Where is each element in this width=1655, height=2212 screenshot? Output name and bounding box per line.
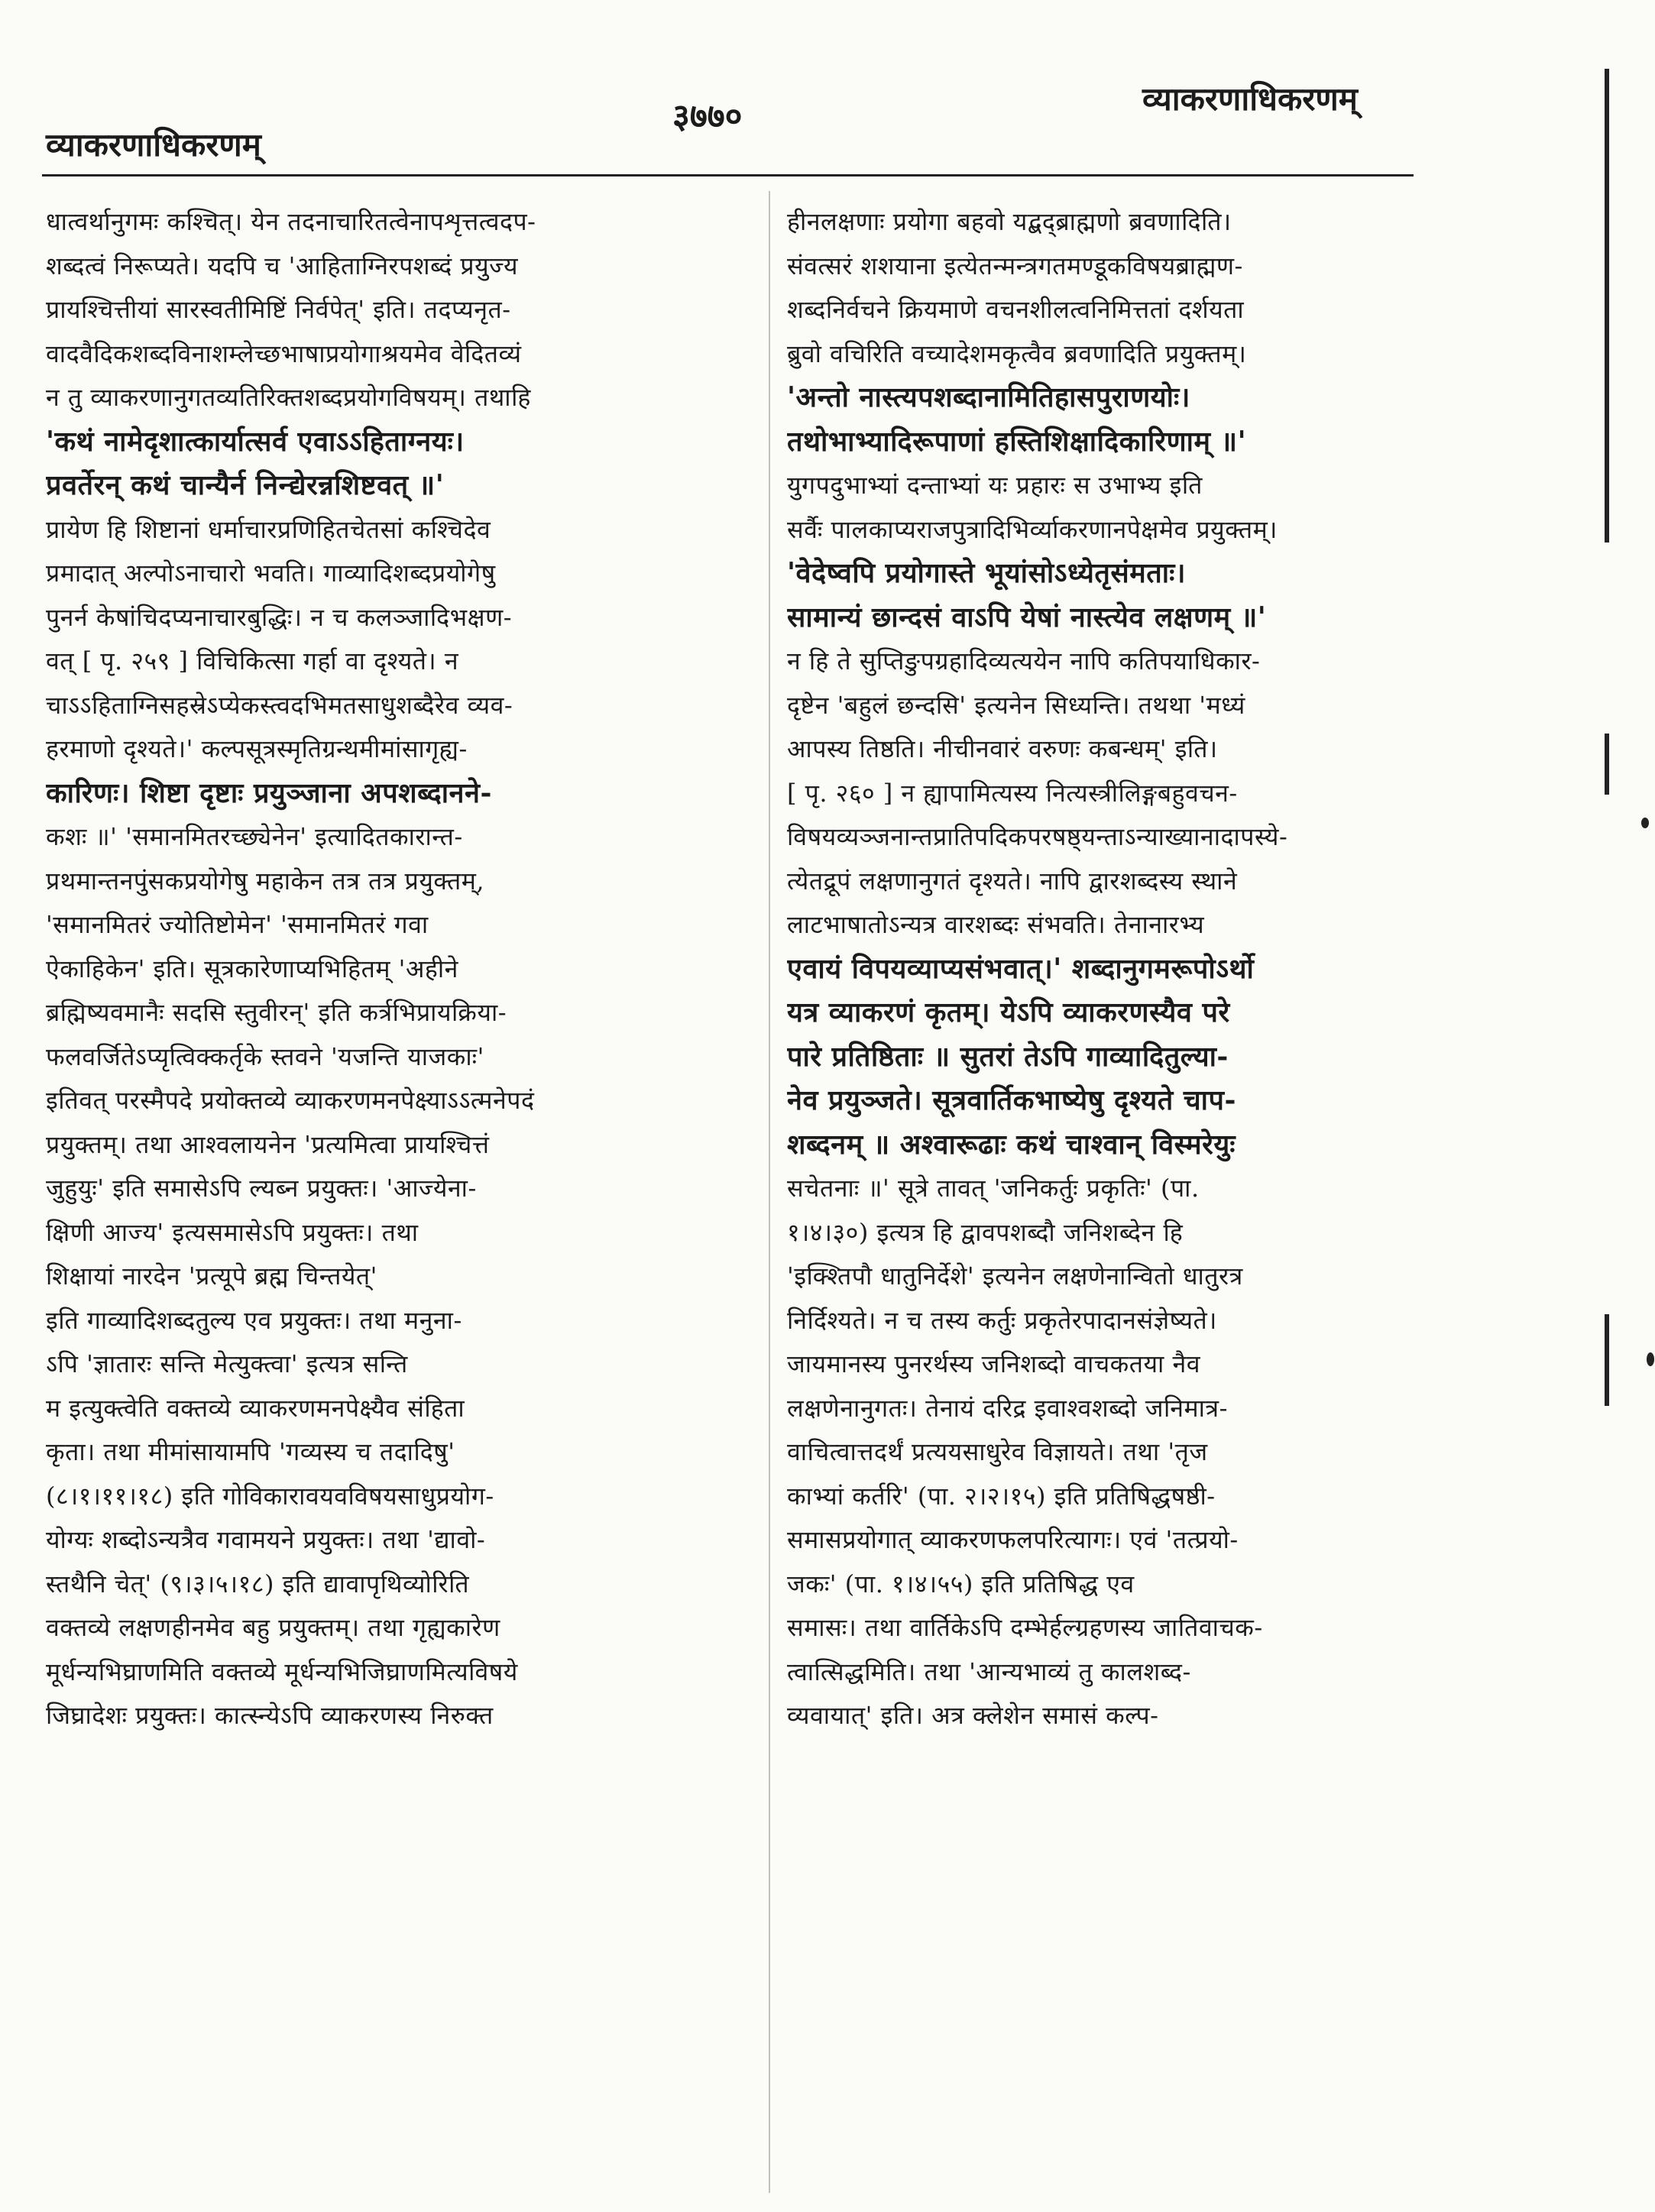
text-line: व्यवायात्' इति। अत्र क्लेशेन समासं कल्प- xyxy=(787,1701,1159,1730)
verse-line: शब्दनम् ॥ अश्वारूढाः कथं चाश्वान् विस्मरेयुः xyxy=(787,1128,1236,1161)
text-line: विषयव्यञ्जनान्तप्रातिपदिकपरषष्ठ्यन्ताऽन्याख्यानादापस्ये- xyxy=(787,822,1288,851)
running-head-right: व्याकरणाधिकरणम् xyxy=(1142,80,1358,118)
text-line: संवत्सरं शशयाना इत्येतन्मन्त्रगतमण्डूकविषयब्राह्मण- xyxy=(787,251,1243,280)
verse-line: कारिणः। शिष्टा दृष्टाः प्रयुञ्जाना अपशब्दानने- xyxy=(46,776,492,809)
text-line: कृता। तथा मीमांसायामपि 'गव्यस्य च तदादिषु' xyxy=(46,1437,455,1466)
text-line: सर्वैः पालकाप्यराजपुत्रादिभिर्व्याकरणानपेक्षमेव प्रयुक्तम्। xyxy=(787,514,1278,544)
text-line: ऐकाहिकेन' इति। सूत्रकारेणाप्यभिहितम् 'अहीने xyxy=(46,954,458,983)
text-line: 'इक्श्तिपौ धातुनिर्देशे' इत्यनेन लक्षणेनान्वितो धातुरत्र xyxy=(787,1261,1243,1291)
verse-line: पारे प्रतिष्ठिताः ॥ सुतरां तेऽपि गाव्यादितुल्या- xyxy=(787,1040,1229,1073)
text-line: युगपदुभाभ्यां दन्ताभ्यां यः प्रहारः स उभाभ्य इति xyxy=(787,471,1203,500)
text-line: शिक्षायां नारदेन 'प्रत्यूपे ब्रह्म चिन्तयेत्' xyxy=(46,1261,377,1291)
text-line: शब्दनिर्वचने क्रियमाणे वचनशीलत्वनिमित्ततां दर्शयता xyxy=(787,295,1245,324)
text-line: [ पृ. २६० ] न ह्यापामित्यस्य नित्यस्त्रीलिङ्गबहुवचन- xyxy=(787,778,1238,808)
text-line: स्तथैनि चेत्' (९।३।५।१८) इति द्यावापृथिव्योरिति xyxy=(46,1569,470,1598)
text-line: ब्रुवो वचिरिति वच्यादेशमकृत्वैव ब्रवणादिति प्रयुक्तम्। xyxy=(787,338,1247,368)
running-head-left: व्याकरणाधिकरणम् xyxy=(46,126,261,164)
text-line: ब्रह्मिष्यवमानैः सदसि स्तुवीरन्' इति कर्त्रभिप्रायक्रिया- xyxy=(46,998,507,1027)
text-line: योग्यः शब्दोऽन्यत्रैव गवामयने प्रयुक्तः। तथा 'द्यावो- xyxy=(46,1525,486,1554)
text-line: चाऽऽहिताग्निसहस्रेऽप्येकस्त्वदभिमतसाधुशब्दैरेव व्यव- xyxy=(46,690,513,720)
text-line: जुहुयुः' इति समासेऽपि ल्यब्न प्रयुक्तः। 'आज्येना- xyxy=(46,1174,477,1203)
text-line: समासः। तथा वार्तिकेऽपि दम्भेर्हल्ग्रहणस्य जातिवाचक- xyxy=(787,1613,1263,1642)
verse-line: प्रवर्तेरन् कथं चान्यैर्न निन्द्येरन्नशिष्टवत् ॥' xyxy=(46,469,445,501)
text-line: त्येतद्रूपं लक्षणानुगतं दृश्यते। नापि द्वारशब्दस्य स्थाने xyxy=(787,866,1238,895)
verse-line: नेव प्रयुञ्जते। सूत्रवार्तिकभाष्येषु दृश्यते चाप- xyxy=(787,1084,1236,1116)
binding-mark xyxy=(1605,1314,1609,1406)
text-line: (८।१।११।१८) इति गोविकारावयवविषयसाधुप्रयोग- xyxy=(46,1481,494,1511)
left-text-column xyxy=(46,200,760,1738)
text-line: लाटभाषातोऽन्यत्र वारशब्दः संभवति। तेनानारभ्य xyxy=(787,910,1205,939)
text-line: लक्षणेनानुगतः। तेनायं दरिद्र इवाश्वशब्दो जनिमात्र- xyxy=(787,1393,1228,1423)
verse-line: यत्र व्याकरणं कृतम्। येऽपि व्याकरणस्यैव परे xyxy=(787,996,1230,1028)
text-line: १।४।३०) इत्यत्र हि द्वावपशब्दौ जनिशब्देन हि xyxy=(787,1217,1184,1247)
text-line: 'समानमितरं ज्योतिष्टोमेन' 'समानमितरं गवा xyxy=(46,910,429,939)
text-line: म इत्युक्त्वेति वक्तव्ये व्याकरणमनपेक्ष्यैव संहिता xyxy=(46,1393,465,1423)
header-rule xyxy=(42,174,1414,177)
text-line: त्वात्सिद्धमिति। तथा 'आन्यभाव्यं तु कालशब्द- xyxy=(787,1657,1191,1686)
scan-speck xyxy=(1641,818,1649,828)
text-line: प्रमादात् अल्पोऽनाचारो भवति। गाव्यादिशब्दप्रयोगेषु xyxy=(46,559,496,588)
text-line: धात्वर्थानुगमः कश्चित्। येन तदनाचारितत्वेनापशृत्तत्वदप- xyxy=(46,207,536,236)
verse-line: तथोभाभ्यादिरूपाणां हस्तिशिक्षादिकारिणाम् ॥' xyxy=(787,425,1247,458)
text-line: हरमाणो दृश्यते।' कल्पसूत्रस्मृतिग्रन्थमीमांसागृह्य- xyxy=(46,734,468,763)
text-line: जिघ्रादेशः प्रयुक्तः। कात्स्न्येऽपि व्याकरणस्य निरुक्त xyxy=(46,1701,494,1730)
text-line: क्षिणी आज्य' इत्यसमासेऽपि प्रयुक्तः। तथा xyxy=(46,1217,419,1247)
text-line: कशः ॥' 'समानमितरच्छ्येनेन' इत्यादितकारान्त- xyxy=(46,822,463,851)
page-number: ३७७० xyxy=(672,97,743,136)
text-line: वत् [ पृ. २५९ ] विचिकित्सा गर्हा वा दृश्यते। न xyxy=(46,646,459,675)
right-text-column xyxy=(787,200,1501,1738)
text-line: न हि ते सुप्तिङुपग्रहादिव्यत्ययेन नापि कतिपयाधिकार- xyxy=(787,646,1261,675)
text-line: सचेतनाः ॥' सूत्रे तावत् 'जनिकर्तुः प्रकृतिः' (पा. xyxy=(787,1174,1200,1203)
text-line: प्रथमान्तनपुंसकप्रयोगेषु महाकेन तत्र तत्र प्रयुक्तम्, xyxy=(46,866,485,895)
text-line: काभ्यां कर्तरि' (पा. २।२।१५) इति प्रतिषिद्धषष्ठी- xyxy=(787,1481,1216,1511)
verse-line: 'वेदेष्वपि प्रयोगास्ते भूयांसोऽध्येतृसंमताः। xyxy=(787,557,1187,589)
text-line: ऽपि 'ज्ञातारः सन्ति मेत्युक्त्वा' इत्यत्र सन्ति xyxy=(46,1349,408,1378)
text-line: प्रयुक्तम्। तथा आश्वलायनेन 'प्रत्यमित्वा प्रायश्चित्तं xyxy=(46,1129,490,1159)
verse-line: 'कथं नामेदृशात्कार्यात्सर्व एवाऽऽहिताग्नयः। xyxy=(46,425,465,458)
text-line: निर्दिश्यते। न च तस्य कर्तुः प्रकृतेरपादानसंज्ञेष्यते। xyxy=(787,1305,1217,1335)
text-line: शब्दत्वं निरूप्यते। यदपि च 'आहिताग्निरपशब्दं प्रयुज्य xyxy=(46,251,519,280)
text-line: समासप्रयोगात् व्याकरणफलपरित्यागः। एवं 'तत्प्रयो- xyxy=(787,1525,1239,1554)
verse-line: सामान्यं छान्दसं वाऽपि येषां नास्त्येव लक्षणम् ॥' xyxy=(787,601,1267,633)
column-separator xyxy=(769,191,770,2193)
text-line: प्रायेण हि शिष्टानां धर्माचारप्रणिहितचेतसां कश्चिदेव xyxy=(46,514,491,544)
text-line: इतिवत् परस्मैपदे प्रयोक्तव्ये व्याकरणमनपेक्ष्याऽऽत्मनेपदं xyxy=(46,1086,535,1115)
text-line: जायमानस्य पुनरर्थस्य जनिशब्दो वाचकतया नैव xyxy=(787,1349,1201,1378)
text-line: इति गाव्यादिशब्दतुल्य एव प्रयुक्तः। तथा मनुना- xyxy=(46,1305,462,1335)
text-line: आपस्य तिष्ठति। नीचीनवारं वरुणः कबन्धम्' इति। xyxy=(787,734,1218,763)
binding-mark xyxy=(1605,69,1609,542)
verse-line: एवायं विपयव्याप्यसंभवात्।' शब्दानुगमरूपोऽर्थो xyxy=(787,952,1255,985)
text-line: दृष्टेन 'बहुलं छन्दसि' इत्यनेन सिध्यन्ति। तथथा 'मध्यं xyxy=(787,690,1245,720)
verse-line: 'अन्तो नास्त्यपशब्दानामितिहासपुराणयोः। xyxy=(787,381,1190,413)
text-line: जकः' (पा. १।४।५५) इति प्रतिषिद्ध एव xyxy=(787,1569,1135,1598)
text-line: पुनर्न केषांचिदप्यनाचारबुद्धिः। न च कलञ्जादिभक्षण- xyxy=(46,602,513,632)
text-line: वादवैदिकशब्दविनाशम्लेच्छभाषाप्रयोगाश्रयमेव वेदितव्यं xyxy=(46,338,522,368)
binding-mark xyxy=(1605,734,1609,795)
scan-speck xyxy=(1647,1352,1654,1366)
text-line: वक्तव्ये लक्षणहीनमेव बहु प्रयुक्तम्। तथा गृह्यकारेण xyxy=(46,1613,500,1642)
text-line: प्रायश्चित्तीयां सारस्वतीमिष्टिं निर्वपेत्' इति। तदप्यनृत- xyxy=(46,295,511,324)
text-line: हीनलक्षणाः प्रयोगा बहवो यद्बद्ब्राह्मणो ब्रवणादिति। xyxy=(787,207,1232,236)
text-line: मूर्धन्यभिघ्राणमिति वक्तव्ये मूर्धन्यभिजिघ्राणमित्यविषये xyxy=(46,1657,518,1686)
text-line: न तु व्याकरणानुगतव्यतिरिक्तशब्दप्रयोगविषयम्। तथाहि xyxy=(46,383,531,412)
text-line: फलवर्जितेऽप्यृत्विक्कर्तृके स्तवने 'यजन्ति याजकाः' xyxy=(46,1041,484,1071)
text-line: वाचित्वात्तदर्थं प्रत्ययसाधुरेव विज्ञायते। तथा 'तृज xyxy=(787,1437,1208,1466)
